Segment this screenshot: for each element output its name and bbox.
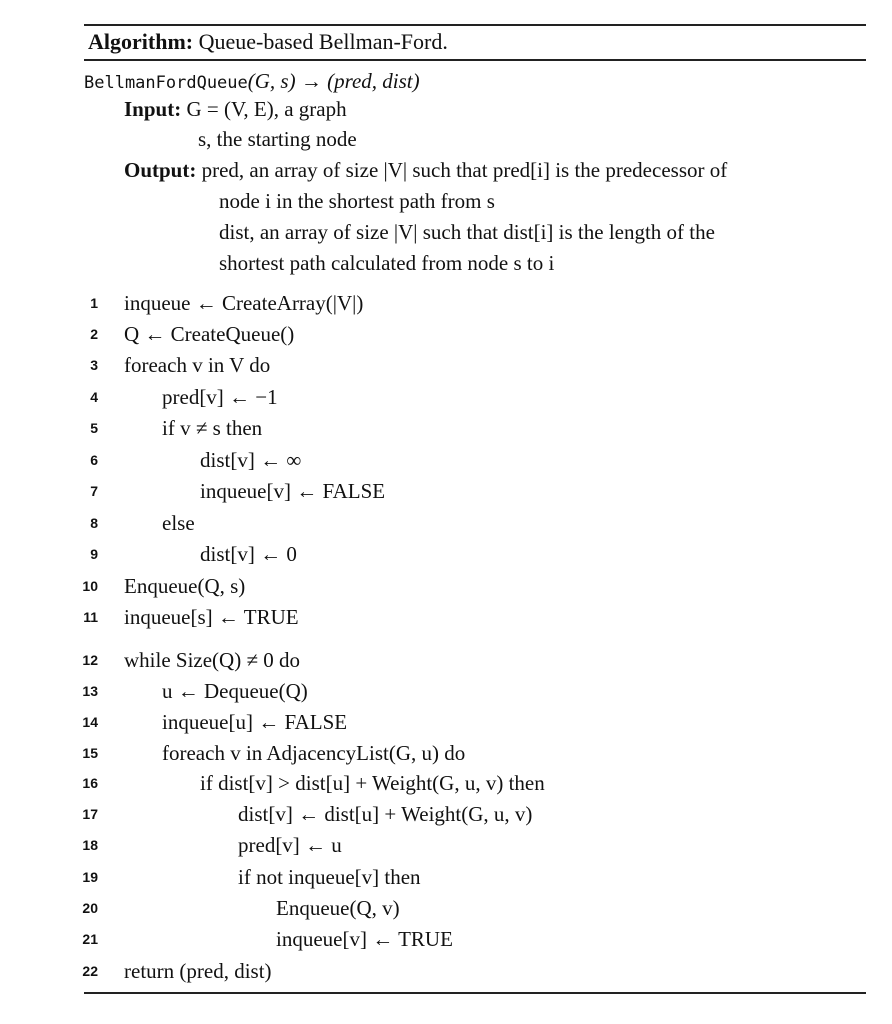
code-line-8: else xyxy=(162,511,195,535)
code-line-7: inqueue[v] ← FALSE xyxy=(200,479,386,503)
line-number: 10 xyxy=(82,578,98,594)
function-name: BellmanFordQueue xyxy=(84,73,248,93)
output-desc-2: node i in the shortest path from s xyxy=(219,189,495,213)
line-number: 13 xyxy=(82,683,98,699)
line-number: 2 xyxy=(90,326,98,342)
line-number: 17 xyxy=(82,806,98,822)
input-desc-2: s, the starting node xyxy=(198,127,357,151)
output-spec-line2 xyxy=(219,188,495,214)
code-line-1: inqueue ← CreateArray(|V|) xyxy=(124,291,364,315)
function-signature xyxy=(84,68,420,96)
algorithm-title xyxy=(88,29,448,55)
input-spec-line2 xyxy=(198,126,357,152)
code-line-17: dist[v] ← dist[u] + Weight(G, u, v) xyxy=(238,802,533,826)
algorithm-name: Queue-based Bellman-Ford. xyxy=(198,29,448,54)
line-number: 16 xyxy=(82,775,98,791)
line-number: 22 xyxy=(82,963,98,979)
function-args: (G, s) xyxy=(247,69,296,93)
code-line-2: Q ← CreateQueue() xyxy=(124,322,295,346)
header-rule xyxy=(84,59,866,61)
line-number: 4 xyxy=(90,389,98,405)
code-line-16: if dist[v] > dist[u] + Weight(G, u, v) then xyxy=(200,771,545,795)
code-line-5: if v ≠ s then xyxy=(162,416,263,440)
line-number: 12 xyxy=(82,652,98,668)
line-number: 6 xyxy=(90,452,98,468)
code-line-10: Enqueue(Q, s) xyxy=(124,574,246,598)
code-line-15: foreach v in AdjacencyList(G, u) do xyxy=(162,741,466,765)
code-line-4: pred[v] ← −1 xyxy=(162,385,278,409)
input-spec-line1 xyxy=(124,96,347,122)
signature-arrow: → xyxy=(300,69,322,93)
code-line-11: inqueue[s] ← TRUE xyxy=(124,605,299,629)
code-line-20: Enqueue(Q, v) xyxy=(276,896,400,920)
line-number: 19 xyxy=(82,869,98,885)
code-line-12: while Size(Q) ≠ 0 do xyxy=(124,648,300,672)
line-number: 21 xyxy=(82,931,98,947)
code-line-22: return (pred, dist) xyxy=(124,959,272,983)
algorithm-label: Algorithm: xyxy=(88,29,194,54)
output-label: Output: xyxy=(124,158,197,182)
line-number: 5 xyxy=(90,420,98,436)
top-rule xyxy=(84,24,866,26)
line-number: 20 xyxy=(82,900,98,916)
line-number: 11 xyxy=(83,609,98,625)
line-number: 1 xyxy=(90,295,98,311)
code-line-9: dist[v] ← 0 xyxy=(200,542,297,566)
input-label: Input: xyxy=(124,97,182,121)
line-number: 18 xyxy=(82,837,98,853)
code-line-18: pred[v] ← u xyxy=(238,833,342,857)
output-desc-3: dist, an array of size |V| such that dist[i] is the length of the xyxy=(219,220,715,244)
code-line-3: foreach v in V do xyxy=(124,353,271,377)
line-number: 9 xyxy=(90,546,98,562)
line-number: 7 xyxy=(90,483,98,499)
line-number: 3 xyxy=(90,357,98,373)
output-desc-4: shortest path calculated from node s to i xyxy=(219,251,555,275)
line-number: 14 xyxy=(82,714,98,730)
bottom-rule xyxy=(84,992,866,994)
code-line-6: dist[v] ← ∞ xyxy=(200,448,302,472)
code-line-14: inqueue[u] ← FALSE xyxy=(162,710,348,734)
output-spec-line1 xyxy=(124,157,727,183)
line-number: 15 xyxy=(82,745,98,761)
output-spec-line3 xyxy=(219,219,715,245)
line-number: 8 xyxy=(90,515,98,531)
code-line-21: inqueue[v] ← TRUE xyxy=(276,927,453,951)
code-line-19: if not inqueue[v] then xyxy=(238,865,421,889)
output-desc-1: pred, an array of size |V| such that pred[i] is the predecessor of xyxy=(201,158,728,182)
output-spec-line4 xyxy=(219,250,554,276)
code-line-13: u ← Dequeue(Q) xyxy=(162,679,308,703)
input-desc-1: G = (V, E), a graph xyxy=(186,97,347,121)
function-returns: (pred, dist) xyxy=(327,69,420,93)
